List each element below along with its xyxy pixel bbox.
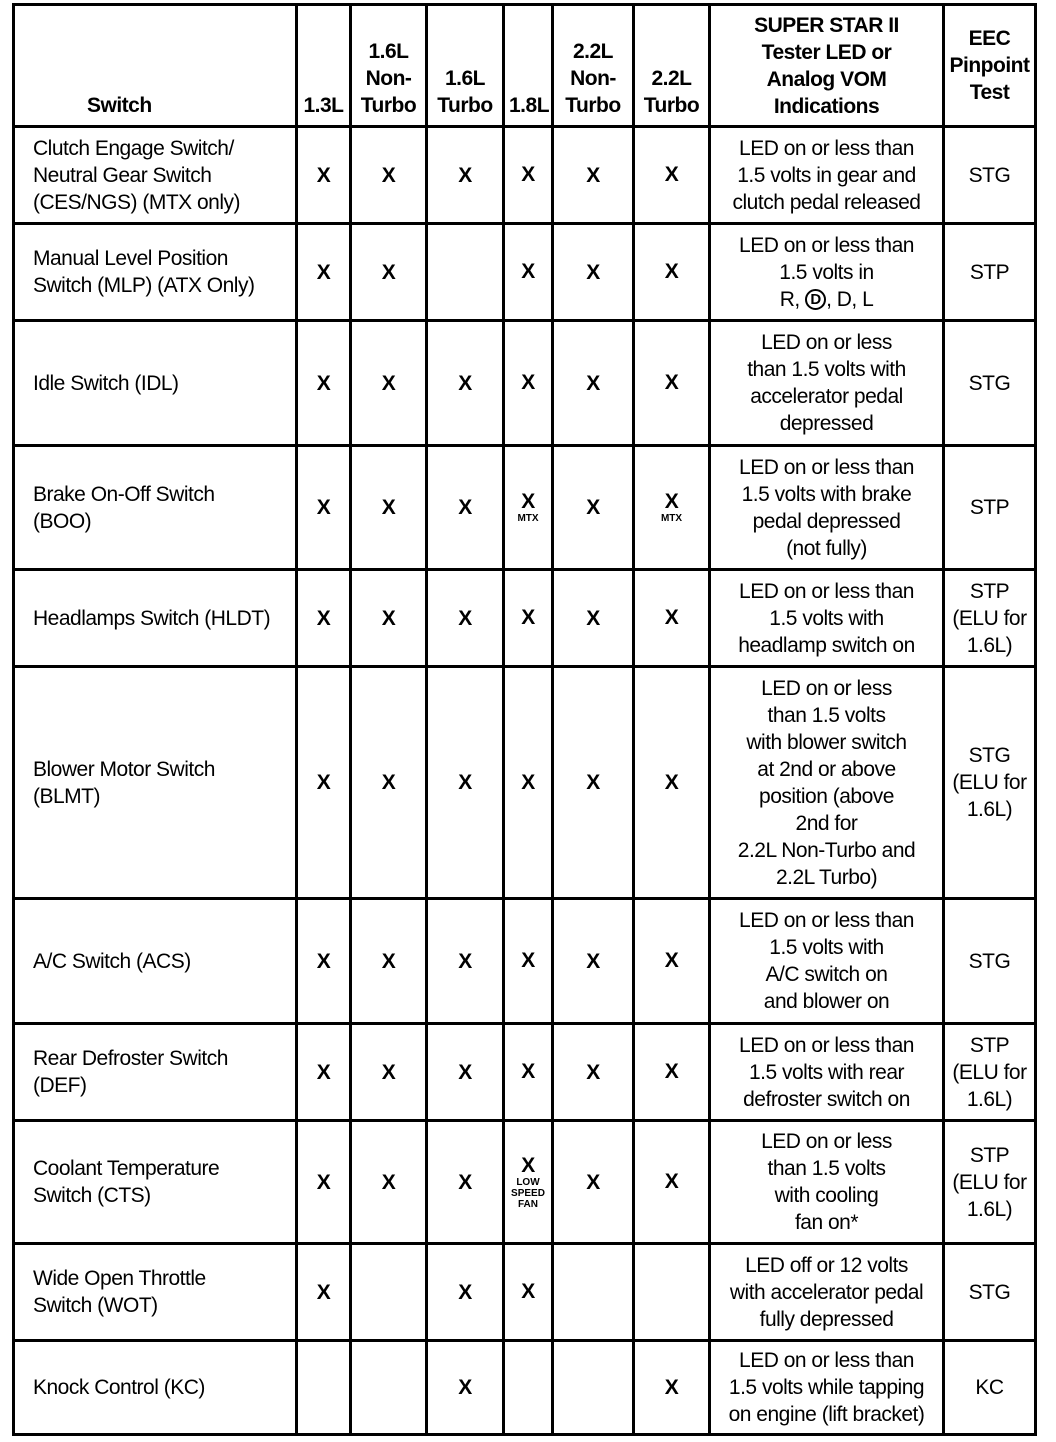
table-row	[14, 1341, 1036, 1435]
cell-1.3l: X	[297, 1121, 351, 1244]
cell-1.6l-turbo: X	[427, 127, 504, 224]
table-row	[14, 1024, 1036, 1121]
cell-1.3l: X	[297, 224, 351, 321]
indication-text: LED off or 12 volts with accelerator pedal fully depressed	[710, 1244, 944, 1341]
indication-text: LED on or less than 1.5 volts with cooling fan on*	[710, 1121, 944, 1244]
mark-2.2l-turbo: X	[664, 606, 679, 629]
indication-text: LED on or less than 1.5 volts with headlamp switch on	[710, 570, 944, 667]
table-row	[14, 224, 1036, 321]
indication-text: LED on or less than 1.5 volts with blower switch at 2nd or above position (above 2nd for 2.2L Non-Turbo and 2.2L Turbo)	[710, 667, 944, 899]
mark-1.8l: X	[521, 949, 535, 972]
cell-1.8l	[504, 127, 553, 224]
cell-2.2l-non-turbo: X	[553, 127, 634, 224]
pinpoint-test: STG	[944, 899, 1036, 1024]
cell-1.3l: X	[297, 899, 351, 1024]
switch-name: Knock Control (KC)	[14, 1341, 297, 1435]
table-row	[14, 1244, 1036, 1341]
cell-2.2l-turbo	[634, 127, 710, 224]
table-row	[14, 570, 1036, 667]
header-1.3l: 1.3L	[297, 5, 351, 127]
mark-2.2l-turbo: X	[664, 770, 679, 794]
mark-2.2l-turbo: X	[664, 371, 679, 394]
cell-1.6l-turbo: X	[427, 1121, 504, 1244]
switch-name: Wide Open Throttle Switch (WOT)	[14, 1244, 297, 1341]
cell-1.6l-non-turbo: X	[351, 570, 427, 667]
cell-1.8l	[504, 321, 553, 446]
indication-text: LED on or less than 1.5 volts with A/C switch on and blower on	[710, 899, 944, 1024]
pinpoint-test: STG	[944, 127, 1036, 224]
cell-2.2l-turbo	[634, 446, 710, 570]
mark-2.2l-turbo: X	[664, 1060, 679, 1083]
header-1.8l: 1.8L	[504, 5, 553, 127]
indication-text: LED on or less than 1.5 volts in gear and clutch pedal released	[710, 127, 944, 224]
cell-2.2l-non-turbo: X	[553, 321, 634, 446]
pinpoint-test: STP (ELU for 1.6L)	[944, 570, 1036, 667]
header-2.2l-non-turbo: 2.2L Non- Turbo	[553, 5, 634, 127]
table-row	[14, 1121, 1036, 1244]
header-switch: Switch	[14, 5, 297, 127]
mark-1.8l: X	[521, 260, 535, 283]
cell-1.6l-turbo: X	[427, 570, 504, 667]
cell-1.6l-non-turbo: X	[351, 1024, 427, 1121]
pinpoint-test: STG	[944, 321, 1036, 446]
header-row	[14, 5, 1036, 127]
indication-text	[710, 224, 944, 321]
cell-1.8l	[504, 224, 553, 321]
cell-1.3l: X	[297, 1024, 351, 1121]
mark-1.8l: X	[521, 163, 535, 186]
cell-1.8l	[504, 667, 553, 899]
switch-name: Clutch Engage Switch/ Neutral Gear Switch (CES/NGS) (MTX only)	[14, 127, 297, 224]
cell-1.6l-turbo: X	[427, 667, 504, 899]
mark-2.2l-turbo: X	[664, 1170, 679, 1193]
header-1.6l-turbo: 1.6L Turbo	[427, 5, 504, 127]
cell-1.6l-turbo: X	[427, 1341, 504, 1435]
table-row	[14, 321, 1036, 446]
pinpoint-test: STG (ELU for 1.6L)	[944, 667, 1036, 899]
cell-1.3l: X	[297, 321, 351, 446]
header-indications: SUPER STAR II Tester LED or Analog VOM Indications	[710, 5, 944, 127]
cell-1.6l-non-turbo: X	[351, 224, 427, 321]
indication-text: LED on or less than 1.5 volts with rear defroster switch on	[710, 1024, 944, 1121]
cell-1.3l: X	[297, 570, 351, 667]
cell-1.3l: X	[297, 1244, 351, 1341]
indication-text-lines: LED on or less than 1.5 volts in	[739, 233, 914, 284]
cell-2.2l-non-turbo: X	[553, 1121, 634, 1244]
note-2.2l-turbo: MTX	[660, 513, 683, 524]
cell-1.3l: X	[297, 446, 351, 570]
cell-1.6l-turbo	[427, 224, 504, 321]
mark-2.2l-turbo: X	[664, 949, 679, 972]
mark-1.8l: X	[521, 606, 535, 629]
pinpoint-test: KC	[944, 1341, 1036, 1435]
switch-name: Headlamps Switch (HLDT)	[14, 570, 297, 667]
cell-2.2l-non-turbo: X	[553, 1024, 634, 1121]
cell-2.2l-turbo	[634, 1121, 710, 1244]
cell-2.2l-turbo	[634, 1244, 710, 1341]
cell-1.3l	[297, 1341, 351, 1435]
cell-2.2l-non-turbo: X	[553, 899, 634, 1024]
cell-2.2l-turbo	[634, 321, 710, 446]
indication-text: LED on or less than 1.5 volts with accelerator pedal depressed	[710, 321, 944, 446]
mark-1.8l: X	[521, 770, 535, 794]
switch-name: Coolant Temperature Switch (CTS)	[14, 1121, 297, 1244]
circled-overdrive-icon: D	[805, 289, 826, 310]
cell-1.6l-non-turbo: X	[351, 1121, 427, 1244]
cell-1.6l-turbo: X	[427, 321, 504, 446]
indication-gears: , D, L	[826, 287, 874, 311]
cell-2.2l-non-turbo	[553, 1244, 634, 1341]
pinpoint-test: STP	[944, 446, 1036, 570]
header-pinpoint-test: EEC Pinpoint Test	[944, 5, 1036, 127]
switch-name: Idle Switch (IDL)	[14, 321, 297, 446]
cell-1.3l: X	[297, 667, 351, 899]
cell-2.2l-turbo	[634, 570, 710, 667]
switch-name: Manual Level Position Switch (MLP) (ATX Only)	[14, 224, 297, 321]
pinpoint-test: STP (ELU for 1.6L)	[944, 1121, 1036, 1244]
cell-2.2l-turbo	[634, 224, 710, 321]
cell-2.2l-non-turbo: X	[553, 570, 634, 667]
cell-2.2l-non-turbo: X	[553, 667, 634, 899]
cell-1.8l	[504, 570, 553, 667]
indication-gear-r: R,	[779, 287, 806, 311]
cell-2.2l-turbo	[634, 899, 710, 1024]
mark-2.2l-turbo: X	[664, 163, 679, 186]
mark-1.8l: X	[521, 1280, 535, 1303]
cell-2.2l-non-turbo: X	[553, 446, 634, 570]
indication-text: LED on or less than 1.5 volts while tapping on engine (lift bracket)	[710, 1341, 944, 1435]
cell-1.6l-non-turbo: X	[351, 667, 427, 899]
pinpoint-test: STG	[944, 1244, 1036, 1341]
table-row	[14, 899, 1036, 1024]
header-1.6l-non-turbo: 1.6L Non- Turbo	[351, 5, 427, 127]
table-row	[14, 667, 1036, 899]
cell-2.2l-non-turbo	[553, 1341, 634, 1435]
cell-1.8l	[504, 1121, 553, 1244]
pinpoint-test: STP	[944, 224, 1036, 321]
cell-2.2l-non-turbo: X	[553, 224, 634, 321]
cell-1.6l-non-turbo	[351, 1341, 427, 1435]
cell-1.6l-turbo: X	[427, 1244, 504, 1341]
note-1.8l: LOW SPEED FAN	[511, 1176, 545, 1210]
table-row	[14, 446, 1036, 570]
cell-1.6l-non-turbo: X	[351, 321, 427, 446]
header-2.2l-turbo: 2.2L Turbo	[634, 5, 710, 127]
indication-text: LED on or less than 1.5 volts with brake pedal depressed (not fully)	[710, 446, 944, 570]
cell-1.6l-turbo: X	[427, 899, 504, 1024]
switch-name: A/C Switch (ACS)	[14, 899, 297, 1024]
note-1.8l: MTX	[517, 513, 539, 524]
switch-name: Brake On-Off Switch (BOO)	[14, 446, 297, 570]
mark-2.2l-turbo: X	[664, 490, 679, 513]
pinpoint-test: STP (ELU for 1.6L)	[944, 1024, 1036, 1121]
cell-1.6l-non-turbo: X	[351, 446, 427, 570]
switch-test-table	[12, 3, 1037, 1436]
cell-1.8l	[504, 446, 553, 570]
cell-1.8l	[504, 899, 553, 1024]
mark-2.2l-turbo: X	[664, 1375, 679, 1399]
mark-1.8l: X	[521, 490, 535, 513]
cell-1.8l	[504, 1341, 553, 1435]
cell-2.2l-turbo	[634, 667, 710, 899]
switch-name: Blower Motor Switch (BLMT)	[14, 667, 297, 899]
cell-1.8l	[504, 1244, 553, 1341]
cell-1.6l-non-turbo	[351, 1244, 427, 1341]
switch-name: Rear Defroster Switch (DEF)	[14, 1024, 297, 1121]
cell-1.6l-non-turbo: X	[351, 127, 427, 224]
cell-2.2l-turbo	[634, 1024, 710, 1121]
mark-1.8l: X	[521, 1153, 535, 1177]
cell-1.3l: X	[297, 127, 351, 224]
mark-1.8l: X	[521, 371, 535, 394]
cell-1.8l	[504, 1024, 553, 1121]
mark-2.2l-turbo: X	[664, 260, 679, 283]
cell-1.6l-turbo: X	[427, 446, 504, 570]
mark-1.8l: X	[521, 1060, 535, 1083]
cell-1.6l-turbo: X	[427, 1024, 504, 1121]
cell-2.2l-turbo	[634, 1341, 710, 1435]
cell-1.6l-non-turbo: X	[351, 899, 427, 1024]
table-row	[14, 127, 1036, 224]
